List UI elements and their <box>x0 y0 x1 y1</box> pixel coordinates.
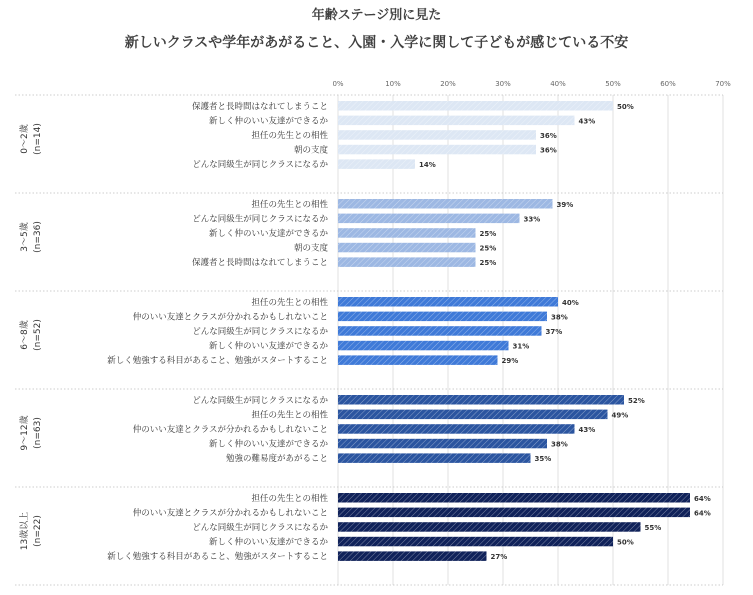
x-tick-label: 40% <box>550 80 566 88</box>
x-tick-label: 70% <box>715 80 731 88</box>
data-label: 49% <box>611 411 629 420</box>
data-label: 43% <box>578 117 596 126</box>
bar <box>338 312 547 322</box>
category-label: 勉強の難易度があがること <box>225 454 328 465</box>
data-label: 39% <box>556 200 574 209</box>
category-label: 新しく勉強する科目があること、勉強がスタートすること <box>107 356 328 367</box>
data-label: 25% <box>479 259 497 268</box>
bar <box>338 551 487 561</box>
category-label: 仲のいい友達とクラスが分かれるかもしれないこと <box>132 424 328 435</box>
bar <box>338 159 415 169</box>
x-tick-label: 0% <box>332 80 344 88</box>
data-label: 43% <box>578 425 596 434</box>
data-label: 64% <box>694 494 711 503</box>
x-tick-label: 20% <box>440 80 456 88</box>
group-label: 6〜8歳 <box>20 320 30 350</box>
category-label: どんな同級生が同じクラスになるか <box>192 214 328 225</box>
category-label: 担任の先生との相性 <box>251 297 328 308</box>
category-label: 新しく仲のいい友達ができるか <box>208 537 328 548</box>
data-label: 31% <box>512 342 530 351</box>
data-label: 36% <box>540 146 557 155</box>
category-label: どんな同級生が同じクラスになるか <box>192 395 328 406</box>
bar <box>338 116 575 126</box>
data-label: 50% <box>617 538 634 547</box>
category-label: 担任の先生との相性 <box>251 410 328 421</box>
bar <box>338 522 641 532</box>
category-label: 保護者と長時間はなれてしまうこと <box>191 101 328 112</box>
group-sample-size: (n=36) <box>33 221 43 253</box>
chart-title-line1: 年齢ステージ別に見た <box>311 8 442 23</box>
category-label: 担任の先生との相性 <box>251 130 328 141</box>
bar <box>338 297 558 307</box>
chart-title-line2: 新しいクラスや学年があがること、入園・入学に関して子どもが感じている不安 <box>124 35 629 51</box>
group-label: 0〜2歳 <box>20 124 30 154</box>
data-label: 52% <box>628 396 645 405</box>
bar <box>338 355 498 365</box>
category-label: 朝の支度 <box>293 243 328 254</box>
bar <box>338 243 476 253</box>
category-label: 新しく仲のいい友達ができるか <box>208 116 328 127</box>
data-label: 37% <box>545 327 563 336</box>
group-label: 9〜12歳 <box>20 415 30 451</box>
data-label: 35% <box>534 455 552 464</box>
category-label: 保護者と長時間はなれてしまうこと <box>191 258 328 269</box>
category-label: 新しく仲のいい友達ができるか <box>208 228 328 239</box>
data-label: 27% <box>490 553 508 562</box>
category-label: どんな同級生が同じクラスになるか <box>192 160 328 171</box>
bar <box>338 145 536 155</box>
category-label: 担任の先生との相性 <box>251 199 328 210</box>
bar <box>338 493 690 503</box>
category-label: 担任の先生との相性 <box>251 493 328 504</box>
bar <box>338 424 575 434</box>
bar <box>338 453 531 463</box>
bar <box>338 257 476 267</box>
category-label: どんな同級生が同じクラスになるか <box>192 326 328 337</box>
bar <box>338 101 613 111</box>
category-label: 新しく勉強する科目があること、勉強がスタートすること <box>107 552 328 563</box>
x-tick-label: 30% <box>495 80 511 88</box>
x-tick-label: 50% <box>605 80 621 88</box>
bar <box>338 395 624 405</box>
group-sample-size: (n=22) <box>33 515 43 547</box>
category-label: 仲のいい友達とクラスが分かれるかもしれないこと <box>132 508 328 519</box>
data-label: 40% <box>562 298 579 307</box>
data-label: 64% <box>694 509 711 518</box>
category-label: どんな同級生が同じクラスになるか <box>192 522 328 533</box>
x-tick-label: 60% <box>660 80 676 88</box>
group-label: 13歳以上 <box>20 511 30 551</box>
category-label: 新しく仲のいい友達ができるか <box>208 341 328 352</box>
category-label: 仲のいい友達とクラスが分かれるかもしれないこと <box>132 312 328 323</box>
data-label: 36% <box>540 131 557 140</box>
group-label: 3〜5歳 <box>20 222 30 252</box>
data-label: 33% <box>523 215 541 224</box>
data-label: 38% <box>551 440 568 449</box>
bar <box>338 439 547 449</box>
category-label: 朝の支度 <box>293 145 328 156</box>
data-label: 50% <box>617 102 634 111</box>
data-label: 14% <box>419 161 436 170</box>
bar <box>338 508 690 517</box>
x-tick-label: 10% <box>385 80 401 88</box>
group-sample-size: (n=14) <box>33 123 43 155</box>
data-label: 25% <box>479 244 497 253</box>
bar <box>338 130 536 140</box>
data-label: 55% <box>644 523 662 532</box>
bar <box>338 199 553 209</box>
bar <box>338 326 542 336</box>
bar <box>338 214 520 224</box>
bar <box>338 537 613 547</box>
group-sample-size: (n=52) <box>33 319 43 351</box>
data-label: 29% <box>501 357 519 366</box>
group-sample-size: (n=63) <box>33 417 43 449</box>
data-label: 38% <box>551 313 568 322</box>
bar <box>338 410 608 420</box>
category-label: 新しく仲のいい友達ができるか <box>208 439 328 450</box>
bar <box>338 228 476 238</box>
bar <box>338 341 509 351</box>
data-label: 25% <box>479 229 497 238</box>
